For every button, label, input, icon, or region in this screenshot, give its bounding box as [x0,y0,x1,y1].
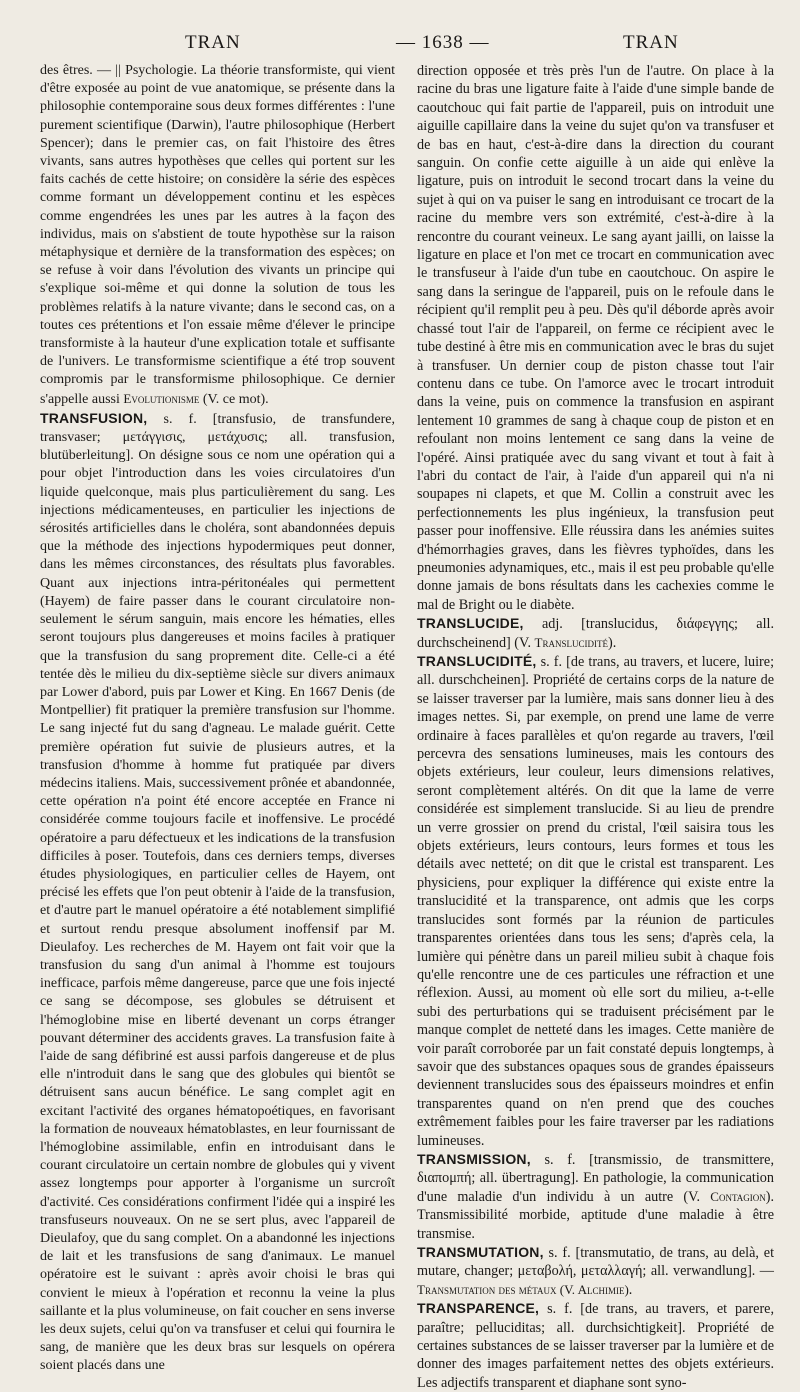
paragraph-text: (V. ce mot). [202,391,269,407]
entry-transmutation [417,1243,774,1299]
entry-transfusion [40,409,395,1376]
header-left-word: TRAN [185,32,241,53]
definition-text: On désigne sous ce nom une opération qui a pour objet l'introduction dans les voies circulatoires d'un liquide quelconque, mais plus particulièrement du sang. Les injections médicamenteuses, en particulier les injections de sérosités artificielles dans le choléra, sont abandonnées depuis que la méthode des injections hypodermiques peut donner, dans les mêmes circonstances, des résultats plus favorables. Quant aux injections intra-péritonéales qui permettent (Hayem) de faire passer dans le courant circulatoire non-seulement le sérum sanguin, mais encore les hématies, elles seront toujours plus dangereuses et moins faciles à pratiquer que la transfusion du sang proprement dite. Celle-ci a été tentée dès le milieu du dix-septième siècle sur divers animaux par Lower d'abord, puis par Lower et King. En 1667 Denis (de Montpellier) fit pratiquer la première transfusion sur l'homme. Le sang injecté fut du sang d'agneau. Le malade guérit. Cette première opération fut suivie de plusieurs autres, et la transfusion d'homme à homme fut pratiquée par divers médecins italiens. Mais, successivement prônée et abandonnée, cette opération n'a point été encore acceptée en France ni considérée comme toujours facile et inoffensive. Le procédé opératoire a paru défectueux et les indications de la transfusion difficiles à poser. Toutefois, dans ces derniers temps, diverses études physiologiques, en particulier celles de Hayem, ont précisé les effets que l'on peut obtenir à l'aide de la transfusion, et d'autre part le manuel opératoire a été notablement simplifié et surtout rendu presque absolument inoffensif par M. Dieulafoy. Les recherches de M. Hayem ont fait voir que la transfusion du sang d'un animal à l'homme est toujours inefficace, parfois même dangereuse, parce que une fois injecté ce sang se décompose, ses globules se détruisent et l'hémoglobine mise en liberté devenant un corps étranger pouvant déterminer des accidents graves. La transfusion faite à l'aide de sang défibriné est aussi parfois dangereuse et de plus elle n'introduit dans le sang que des globules qui bientôt se détruisent sans aucun bénéfice. Le sang complet agit en excitant l'activité des organes hématopoétiques, en favorisant la formation de nouveaux hématoblastes, en leur fournissant de l'hémoglobine assimilable, enfin en introduisant dans le courant circulatoire un certain nombre de globules qui y vivent assez longtemps pour apporter à l'organisme un surcroît d'activité. Ces considérations confirment l'idée qui a inspiré les transfuseurs nouveaux. On ne se sert plus, avec l'appareil de Dieulafoy, que du sang complet. On a abandonné les injections de lait et les transfusions de sang d'animaux. Le manuel opératoire est le suivant : après avoir choisi le bras qui convient le mieux à l'opération et reconnu la veine la plus saillante et la plus volumineuse, on fait coucher en sens inverse les deux sujets, celui qu'on va transfuser et celui qui fournira le sang, de manière que les deux bras sur lesquels on opérera soient placés dans une [40,448,396,1374]
header-right-word: TRAN [623,32,679,53]
headword: TRANSFUSION, [40,409,148,426]
definition-text: s. f. [transmutatio, de trans, au delà, et mutare, changer; μεταβολή, μεταλλαγή; all. verwandlung]. — [417,1245,775,1280]
headword: TRANSMUTATION, [417,1244,544,1260]
headword: TRANSLUCIDITÉ, [417,653,537,669]
running-header [40,28,774,58]
definition-text: adj. [translucidus, διάφεγγης; all. durchscheinend] (V. [417,616,775,651]
definition-text: direction opposée et très près l'un de l'autre. On place à la racine du bras une ligature faite à l'aide d'une simple bande de caoutchouc qui fait partie de l'appareil, puis on introduit une aiguille capillaire dans la veine du sujet qu'on va transfuser et de bas en haut, c'est-à-dire dans la direction du courant sanguin. On confie cette aiguille à un aide qui enlève la ligature, puis on introduit le second trocart dans la veine du sujet à qui on va puiser le sang en introduisant ce trocart de la racine du membre vers son extrémité, c'est-à-dire à la rencontre du courant veineux. Le sang ayant jailli, on laisse la ligature en place et l'on met ce trocart en communication avec le transfuseur à l'aide d'un tube en caoutchouc. On aspire le sang dans la seringue de l'appareil, puis on le refoule dans le récipient qu'il remplit peu à peu. Dès qu'il déborde après avoir chassé tout l'air de l'appareil, on ferme ce récipient avec le tube destiné à être mis en communication avec le bras du sujet à transfuser. Un dernier coup de piston chasse tout l'air contenu dans ce tube. On l'amorce avec le trocart introduit dans la veine, puis on commence la transfusion en aspirant lentement 10 grammes de sang à chaque coup de piston et en refoulant non moins lentement ce sang dans la veine de l'opéré. Ainsi pratiquée avec du sang vivant et tout à fait à l'abri du contact de l'air, à l'aide d'un appareil qui n'a ni soupapes ni clapets, et que M. Collin a construit avec les perfectionnements les plus ingénieux, la transfusion peut passer pour inoffensive. Elle réussira dans les anémies suites d'hémorrhagies graves, dans les fièvres typhoïdes, dans les pneumonies adynamiques, etc., mais il est peu probable qu'elle donne jamais de bons résultats dans les cachexies comme le mal de Bright ou le diabète. [417,63,774,613]
entry-translucide [417,614,774,652]
etymology: s. f. [transfusio, de transfundere, transvaser; μετάγγισις, μετάχυσις; all. transfusion, blutüberleitung]. [40,411,396,464]
definition-text: ). [607,634,617,651]
headword: TRANSMISSION, [417,1150,531,1167]
definition-text: s. f. [de trans, au travers, et parere, paraître; pelluciditas; all. durchsichtigkeit]. Propriété de certaines substances de se laisser traverser par la lumière et de donner des images parfaitement nettes des objets extérieurs. Les adjectifs transparent et diaphane sont syno- [417,1301,775,1391]
cross-reference: Translucidité [534,634,608,650]
entry-transmission [417,1150,774,1243]
entry-transparence [417,1299,774,1392]
definition-text: s. f. [transmissio, de transmittere, διαπομπή; all. übertragung]. En pathologie, la communication d'une maladie d'un individu à un autre (V. [417,1151,774,1205]
text-columns [40,62,775,1391]
left-column [40,62,396,1374]
definition-text: ). Transmissibilité morbide, aptitude d'une maladie à être transmise. [417,1188,775,1242]
cross-reference: Contagion [710,1188,766,1204]
entry-translucidite [417,652,774,1150]
headword: TRANSPARENCE, [417,1300,540,1317]
right-column [417,62,775,1391]
entry-transformisme-psychologie [40,62,395,409]
paragraph-text: des êtres. — || Psychologie. La théorie transformiste, qui vient d'être exposée au point de vue anatomique, se présente dans la philosophie contemporaine sous deux formes différentes : l'une purement scientifique (Darwin), l'autre philosophique (Herbert Spencer); dans le premier cas, on fait l'histoire des êtres vivants, sans autres hypothèses que celles qui portent sur les faits cachés de cette histoire; on considère la série des espèces comme formant un développement continu et les espèces comme engendrées les unes par les autres à la façon des individus, mais on s'abstient de toute hypothèse sur la raison métaphysique et dernière de la transformation des espèces; on se refuse à voir dans l'évolution des vivants un principe qui s'explique soi-même et qui donne la solution de tous les problèmes relatifs à la nature vivante; dans le second cas, on a toutes ces prétentions et l'on essaie même d'élever le principe transformiste à la hauteur d'une explication totale et suffisante de l'univers. Le transformisme scientifique a été trop souvent compromis par le transformisme philosophique. Ce dernier s'appelle aussi [40,63,395,407]
headword: TRANSLUCIDE, [417,615,524,632]
page-number: — 1638 — [396,32,490,53]
definition-text: s. f. [de trans, au travers, et lucere, luire; all. durschcheinen]. Propriété de certains corps de la nature de se laisser traverser par la lumière, mais sans donner lieu à des images nettes. Si, par exemple, on prend une lame de verre ordinaire à faces parallèles et qu'on regarde au travers, l'œil percevra des sensations lumineuses, mais les contours des objets extérieurs, leur couleur, leurs dimensions relatives, seront complètement altérés. On dit que la lame de verre considérée est simplement translucide. Si au lieu de prendre un verre grossier on prend du cristal, l'œil saisira tous les objets extérieurs, leurs contours, leurs formes et tous les détails avec netteté; on dit que le cristal est transparent. Les physiciens, pour expliquer la différence qui existe entre la translucidité et la transparence, ont admis que les corps translucides sont formés par la réunion de particules transparentes orientées dans tous les sens; d'après cela, la lumière qui pénètre dans un pareil milieu subit à chaque fois qu'elle rencontre une de ces particules une réfraction et une réflexion. Aussi, au moment où elle sort du milieu, a-t-elle subi des perturbations qui se traduisent précisément par le manque complet de netteté dans les images. Cette manière de voir paraît corroborée par un fait constaté depuis longtemps, à savoir que des substances opaques sous de grandes épaisseurs deviennent translucides sous des épaisseurs moindres et enfin transparentes quand on n'en prend que des couches extrêmement faibles pour les faire traverser par les radiations lumineuses. [417,654,775,1149]
definition-text: . [628,1281,633,1298]
cross-reference: Evolutionisme [123,390,200,406]
entry-transfusion-continued [417,62,774,614]
cross-reference: Transmutation des métaux (V. Alchimie) [417,1281,629,1297]
